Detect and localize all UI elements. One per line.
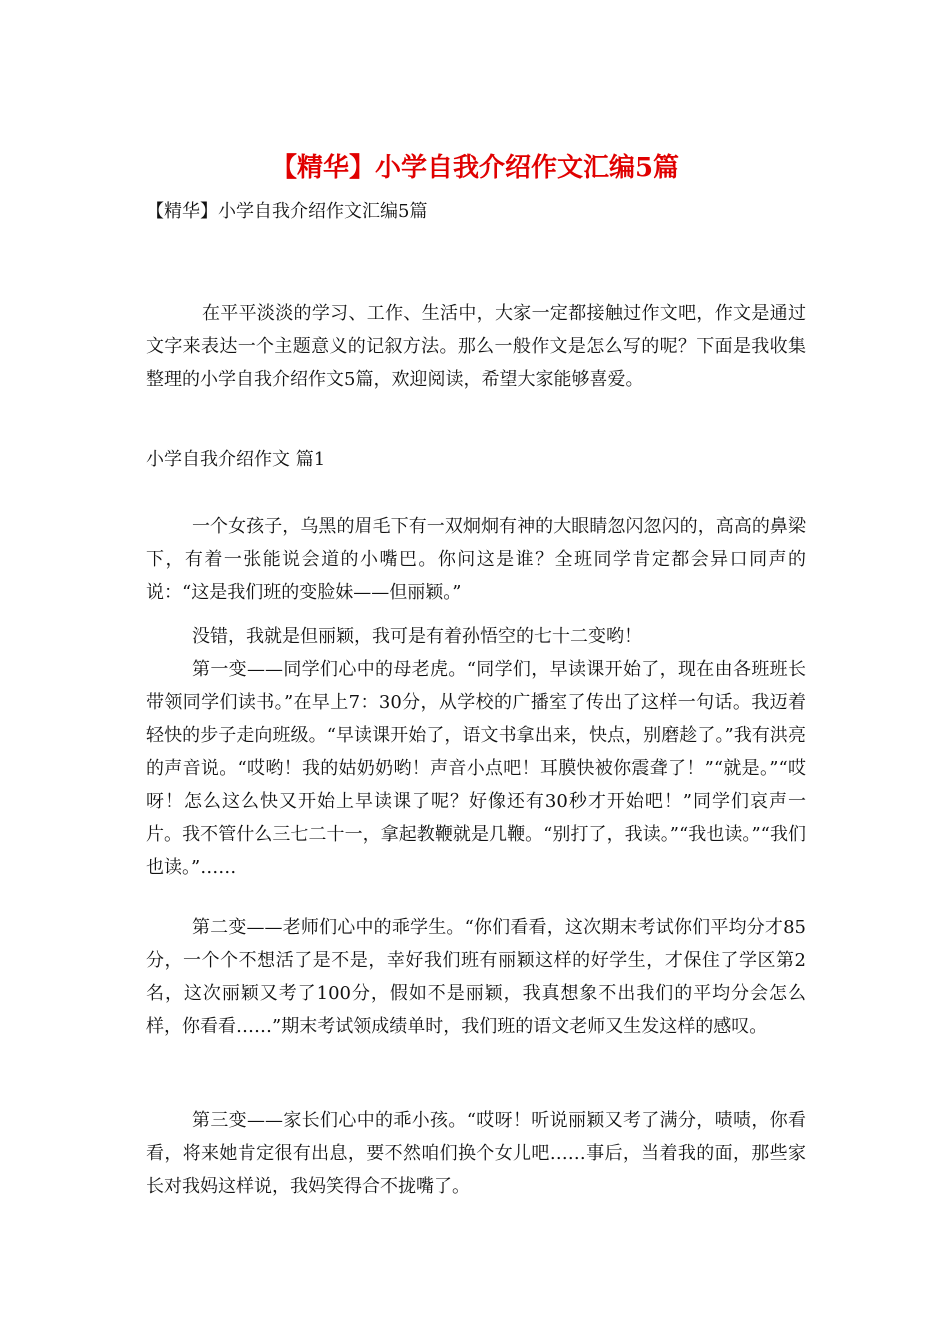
body-paragraph: 没错，我就是但丽颖，我可是有着孙悟空的七十二变哟！ xyxy=(192,626,642,647)
body-paragraph: 第三变——家长们心中的乖小孩。“哎呀！听说丽颖又考了满分，啧啧，你看看，将来她肯定很有出息，要不然咱们换个女儿吧……事后，当着我的面，那些家长对我妈这样说，我妈笑得合不拢嘴了。 xyxy=(146,1110,806,1197)
body-paragraph: 第二变——老师们心中的乖学生。“你们看看，这次期末考试你们平均分才85分，一个个不想活了是不是，幸好我们班有丽颖这样的好学生，才保住了学区第2名，这次丽颖又考了100分，假如不是丽颖，我真想象不出我们的平均分会怎么样，你看看……”期末考试领成绩单时，我们班的语文老师又生发这样的感叹。 xyxy=(146,917,806,1037)
section-heading: 小学自我介绍作文 篇1 xyxy=(146,449,326,470)
body-paragraph: 一个女孩子，乌黑的眉毛下有一双炯炯有神的大眼睛忽闪忽闪的，高高的鼻梁下，有着一张能说会道的小嘴巴。你问这是谁？全班同学肯定都会异口同声的说：“这是我们班的变脸妹——但丽颖。” xyxy=(146,516,806,603)
document-subtitle: 【精华】小学自我介绍作文汇编5篇 xyxy=(146,201,428,222)
document-title: 【精华】小学自我介绍作文汇编5篇 xyxy=(270,153,680,183)
intro-paragraph: 在平平淡淡的学习、工作、生活中，大家一定都接触过作文吧，作文是通过文字来表达一个主题意义的记叙方法。那么一般作文是怎么写的呢？下面是我收集整理的小学自我介绍作文5篇，欢迎阅读，希望大家能够喜爱。 xyxy=(146,303,806,390)
body-paragraph: 第一变——同学们心中的母老虎。“同学们，早读课开始了，现在由各班班长带领同学们读书。”在早上7：30分，从学校的广播室了传出了这样一句话。我迈着轻快的步子走向班级。“早读课开始了，语文书拿出来，快点，别磨趁了。”我有洪亮的声音说。“哎哟！我的姑奶奶哟！声音小点吧！耳膜快被你震聋了！”“就是。”“哎呀！怎么这么快又开始上早读课了呢？好像还有30秒才开始吧！”同学们哀声一片。我不管什么三七二十一，拿起教鞭就是几鞭。“别打了，我读。”“我也读。”“我们也读。”…… xyxy=(146,659,806,878)
